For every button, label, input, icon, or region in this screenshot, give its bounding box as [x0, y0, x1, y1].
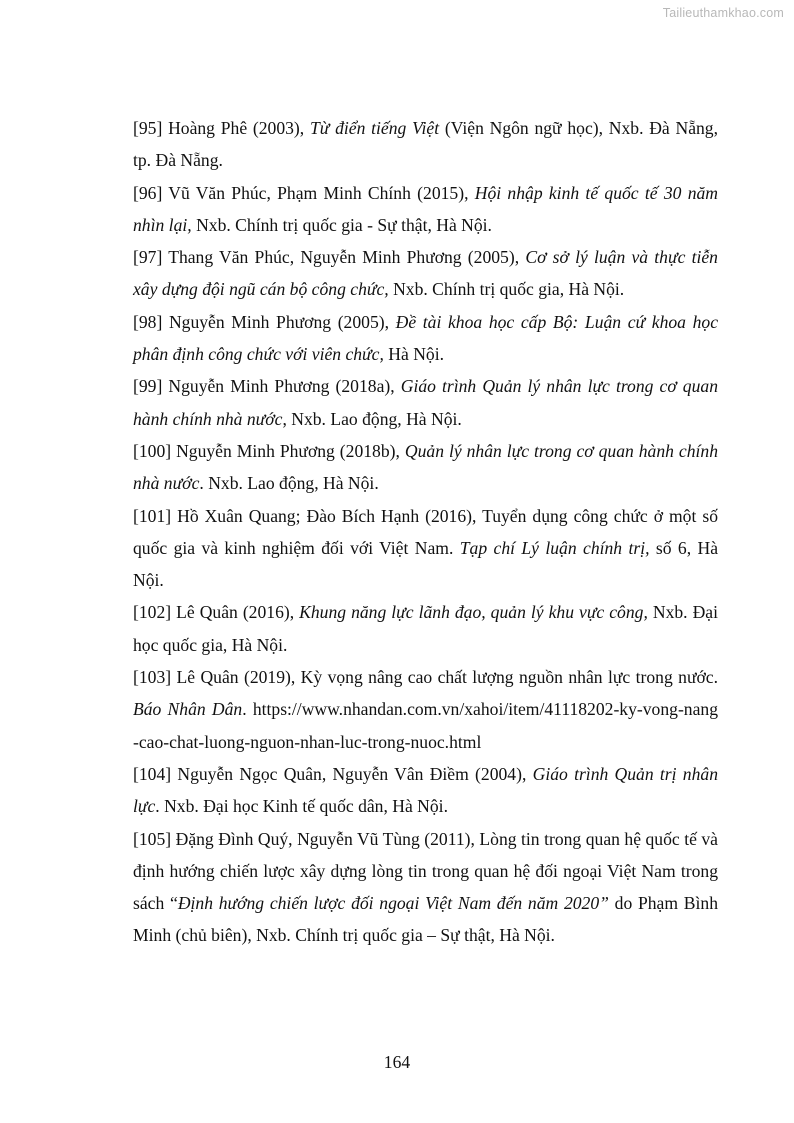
reference-title: Đề tài khoa học cấp Bộ: Luận cứ khoa học phân định công chức với viên chức,	[133, 311, 719, 365]
reference-publisher: . Nxb. Đại học Kinh tế quốc dân, Hà Nội.	[155, 796, 448, 817]
reference-authors: Lê Quân (2016),	[176, 602, 295, 623]
reference-publisher: do Phạm Bình Minh (chủ biên), Nxb. Chính trị quốc gia – Sự thật, Hà Nội.	[133, 893, 718, 946]
reference-number: [101]	[133, 505, 172, 526]
reference-item	[133, 500, 718, 597]
reference-authors: Nguyễn Minh Phương (2005),	[168, 311, 389, 332]
reference-title: Hội nhập kinh tế quốc tế 30 năm nhìn lại,	[133, 182, 718, 235]
reference-authors: Đặng Đình Quý, Nguyễn Vũ Tùng (2011), Lòng tin trong quan hệ quốc tế và định hướng chiến lược xây dựng lòng tin trong quan hệ đối ngoại Việt Nam trong sách “	[133, 828, 718, 914]
reference-item	[133, 370, 718, 435]
reference-number: [105]	[133, 828, 172, 849]
reference-number: [99]	[133, 376, 163, 397]
reference-authors: Nguyễn Ngọc Quân, Nguyễn Vân Điềm (2004),	[177, 763, 527, 784]
reference-authors: Lê Quân (2019), Kỳ vọng nâng cao chất lượng nguồn nhân lực trong nước.	[176, 667, 718, 688]
reference-list	[133, 112, 718, 952]
reference-number: [100]	[133, 440, 172, 461]
reference-journal: Tạp chí Lý luận chính trị,	[459, 537, 650, 558]
reference-number: [104]	[133, 763, 172, 784]
reference-publisher: Nxb. Chính trị quốc gia, Hà Nội.	[393, 279, 625, 300]
reference-authors: Vũ Văn Phúc, Phạm Minh Chính (2015),	[168, 182, 469, 203]
reference-authors: Thang Văn Phúc, Nguyễn Minh Phương (2005),	[168, 247, 520, 268]
reference-journal: Báo Nhân Dân	[133, 699, 243, 720]
reference-publisher: . Nxb. Lao động, Hà Nội.	[199, 473, 379, 494]
reference-publisher: Nxb. Đại học quốc gia, Hà Nội.	[133, 602, 718, 655]
reference-authors: Hồ Xuân Quang; Đào Bích Hạnh (2016), Tuyển dụng công chức ở một số quốc gia và kinh nghiệm đối với Việt Nam.	[133, 505, 718, 558]
reference-number: [95]	[133, 118, 163, 138]
watermark-text: Tailieuthamkhao.com	[662, 6, 784, 20]
reference-title: Giáo trình Quản lý nhân lực trong cơ quan hành chính nhà nước	[133, 376, 718, 429]
page-number: 164	[383, 1052, 411, 1072]
reference-item	[133, 241, 718, 306]
reference-title: Cơ sở lý luận và thực tiễn xây dựng đội ngũ cán bộ công chức,	[133, 247, 718, 300]
reference-number: [96]	[133, 182, 163, 203]
reference-authors: Nguyễn Minh Phương (2018b),	[176, 440, 400, 461]
reference-item	[133, 661, 718, 758]
reference-number: [103]	[133, 667, 172, 688]
reference-item	[133, 306, 718, 371]
reference-title: Quản lý nhân lực trong cơ quan hành chính nhà nước	[133, 440, 718, 494]
reference-item	[133, 596, 718, 661]
reference-item	[133, 758, 718, 823]
reference-publisher: (Viện Ngôn ngữ học), Nxb. Đà Nẵng, tp. Đà Nẵng.	[133, 118, 718, 171]
reference-publisher: số 6, Hà Nội.	[133, 537, 718, 591]
reference-number: [102]	[133, 602, 172, 623]
reference-publisher: , Nxb. Lao động, Hà Nội.	[282, 408, 462, 429]
reference-number: [98]	[133, 311, 163, 332]
reference-url: . https://www.nhandan.com.vn/xahoi/item/41118202-ky-vong-nang-cao-chat-luong-nguon-nhan-luc-trong-nuoc.html	[133, 699, 719, 752]
reference-title: Khung năng lực lãnh đạo, quản lý khu vực công,	[299, 602, 648, 623]
reference-item	[133, 112, 718, 177]
reference-item	[133, 823, 718, 952]
reference-item	[133, 435, 718, 500]
reference-title: Từ điển tiếng Việt	[309, 118, 440, 138]
reference-publisher: Hà Nội.	[388, 344, 444, 365]
reference-item	[133, 177, 718, 242]
reference-publisher: Nxb. Chính trị quốc gia - Sự thật, Hà Nội.	[196, 214, 492, 235]
reference-title: Giáo trình Quản trị nhân lực	[133, 763, 718, 817]
reference-authors: Hoàng Phê (2003),	[168, 118, 305, 138]
reference-title: Định hướng chiến lược đối ngoại Việt Nam đến năm 2020”	[177, 893, 609, 914]
reference-number: [97]	[133, 247, 163, 268]
reference-authors: Nguyễn Minh Phương (2018a),	[168, 376, 395, 397]
